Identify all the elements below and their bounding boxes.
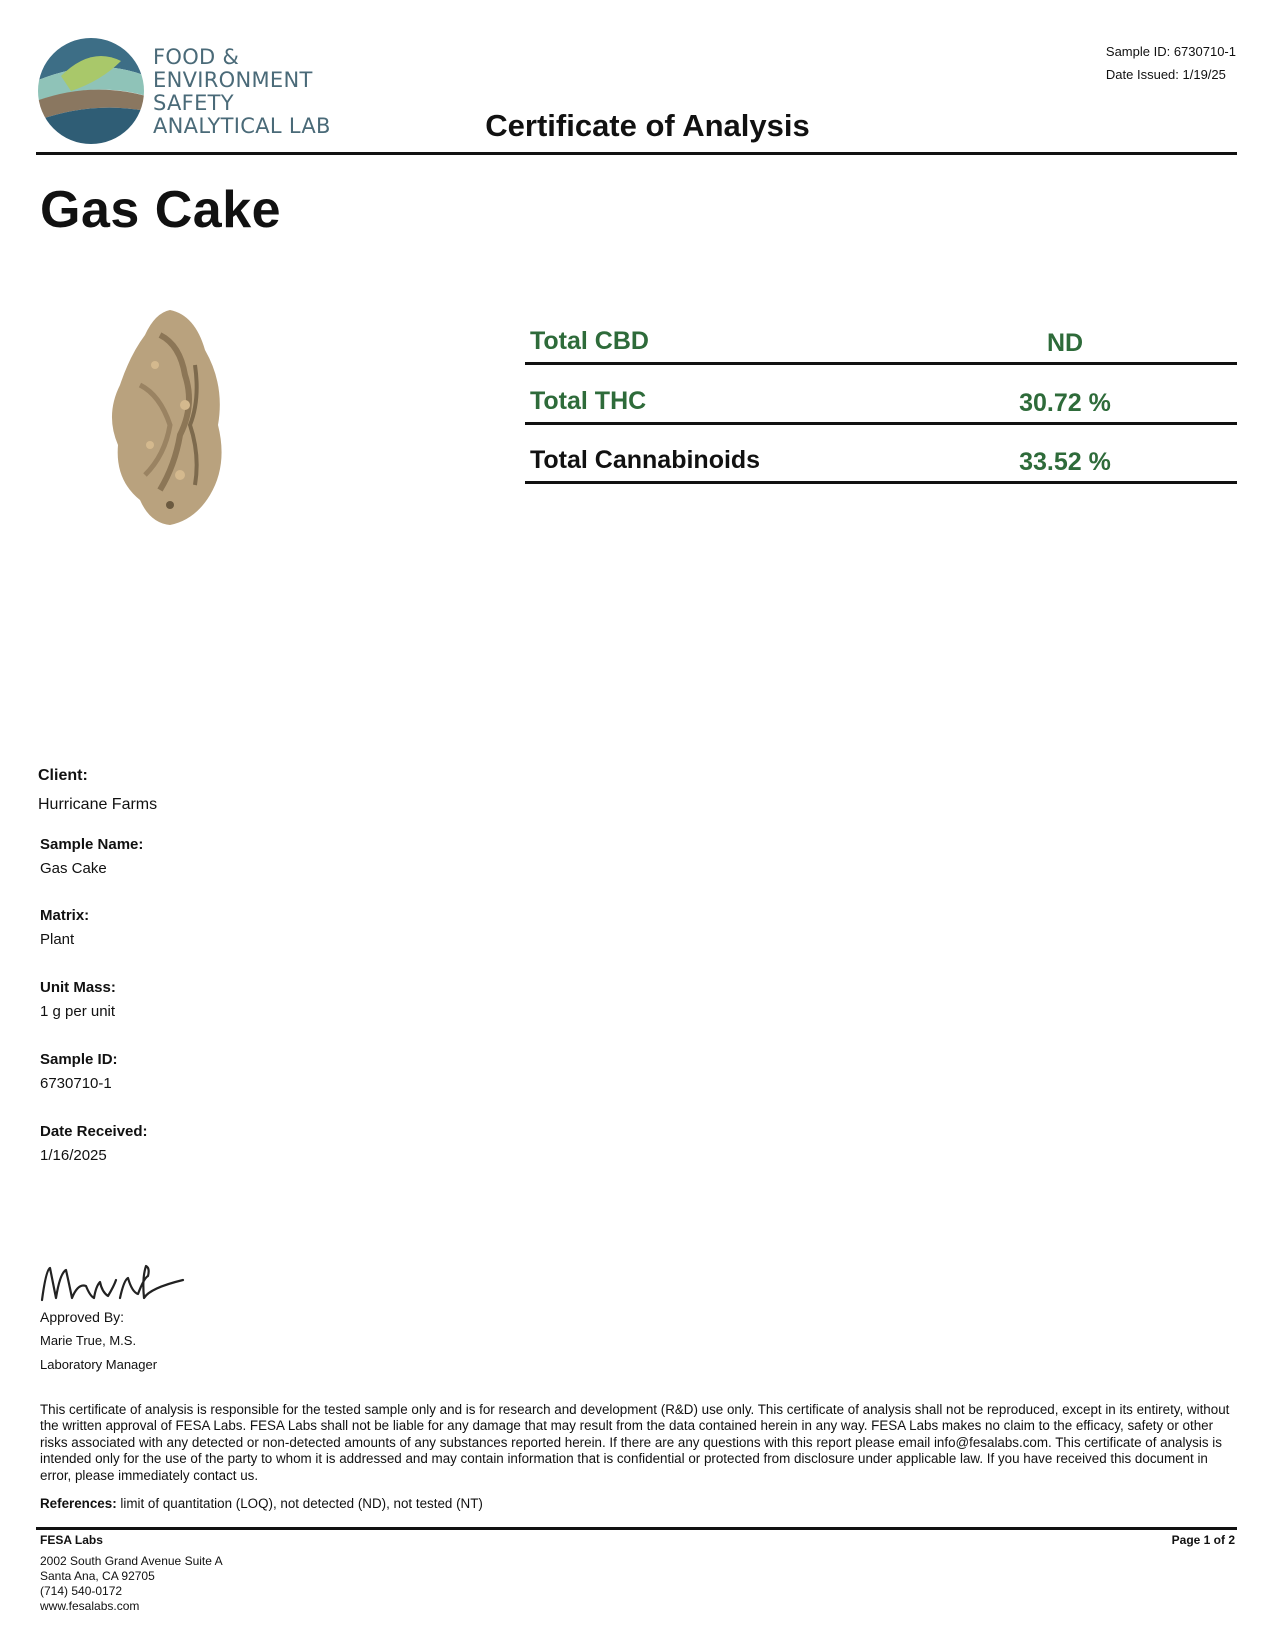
website-link[interactable]: www.fesalabs.com: [40, 1599, 140, 1613]
disclaimer-text: This certificate of analysis is responsible for the tested sample only and is for research and development (R&D) use only. This certificate of analysis shall not be reproduced, except in its entirety, without the written approval of FESA Labs. FESA Labs shall not be liable for any damage that may result from the data contained herein in any way. FESA Labs makes no claim to the efficacy, safety or other risks associated with any detected or non-detected amounts of any substances reported herein. If there are any questions with this report please email info@fesalabs.com. This certificate of analysis is intended only for the use of the party to whom it is addressed and may contain information that is confidential or protected from disclosure under applicable law. If you have received this document in error, please immediately contact us.: [40, 1402, 1230, 1483]
references-label: References:: [40, 1496, 117, 1511]
client-label: Client:: [38, 767, 88, 784]
certificate-title: Certificate of Analysis: [485, 108, 810, 143]
sample-id-value: 6730710-1: [40, 1075, 112, 1092]
address-line: (714) 540-0172: [40, 1584, 123, 1598]
sample-id-label: Sample ID:: [40, 1051, 118, 1068]
approver-title: Laboratory Manager: [40, 1357, 158, 1372]
references: [40, 1496, 483, 1511]
matrix-label: Matrix:: [40, 907, 90, 924]
unit-mass-value: 1 g per unit: [40, 1003, 116, 1020]
summary-label: Total CBD: [530, 327, 649, 355]
approved-by-label: Approved By:: [40, 1309, 125, 1325]
summary-row: [525, 308, 1237, 365]
signature: [38, 1258, 188, 1308]
product-title: Gas Cake: [40, 181, 282, 239]
address-line: 2002 South Grand Avenue Suite A: [40, 1554, 223, 1568]
summary-row: [525, 368, 1237, 425]
date-received-label: Date Received:: [40, 1123, 148, 1140]
summary-value: ND: [1046, 329, 1084, 357]
summary-label: Total Cannabinoids: [530, 446, 761, 474]
matrix-value: Plant: [40, 931, 75, 948]
unit-mass-label: Unit Mass:: [40, 979, 116, 996]
product-image: [100, 305, 240, 530]
summary-row: [525, 427, 1237, 484]
page-number: Page 1 of 2: [1171, 1533, 1235, 1547]
date-received-value: 1/16/2025: [40, 1147, 107, 1164]
references-text: limit of quantitation (LOQ), not detected (ND), not tested (NT): [120, 1496, 483, 1511]
logo-line: ENVIRONMENT: [153, 68, 313, 92]
logo-line: FOOD &: [153, 45, 240, 69]
approver-name: Marie True, M.S.: [40, 1333, 137, 1348]
client-value: Hurricane Farms: [38, 796, 158, 813]
summary-value: 30.72 %: [1019, 389, 1111, 417]
address-line: Santa Ana, CA 92705: [40, 1569, 155, 1583]
header-divider: [36, 152, 1237, 155]
logo-line: SAFETY: [153, 91, 234, 115]
header-sample-id: Sample ID: 6730710-1: [1105, 44, 1236, 59]
sample-name-value: Gas Cake: [40, 860, 107, 877]
header-meta: [1106, 40, 1236, 86]
footer-company: FESA Labs: [40, 1533, 103, 1547]
footer-divider: [36, 1527, 1237, 1530]
footer-address: [40, 1554, 223, 1614]
sample-name-label: Sample Name:: [40, 836, 144, 853]
logo-line: ANALYTICAL LAB: [153, 114, 331, 138]
header-date-issued: Date Issued: 1/19/25: [1105, 67, 1226, 82]
summary-label: Total THC: [530, 387, 647, 415]
summary-value: 33.52 %: [1019, 448, 1111, 476]
